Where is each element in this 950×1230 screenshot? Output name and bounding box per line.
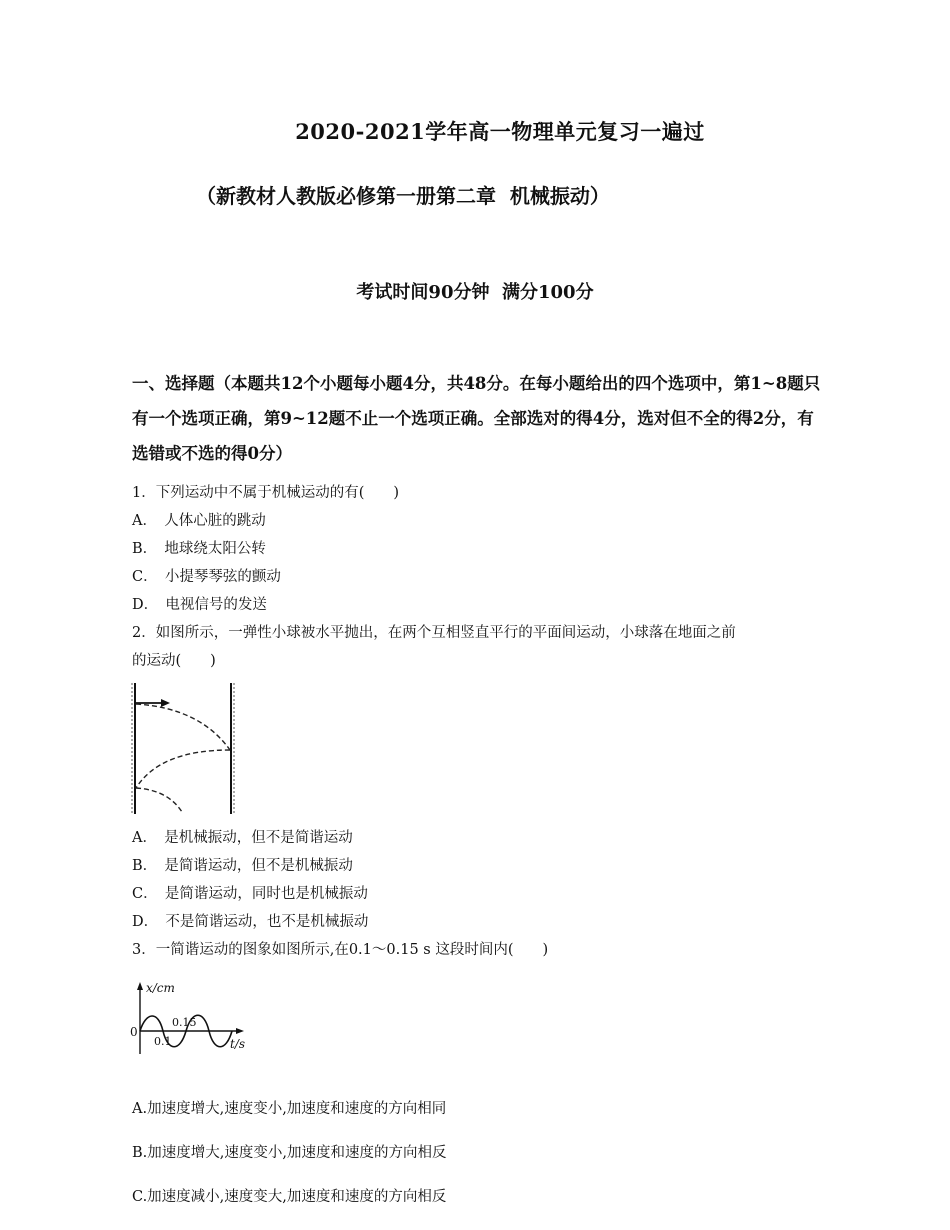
question-2-stem-line1: 2．如图所示，一弹性小球被水平抛出，在两个互相竖直平行的平面间运动，小球落在地面之前 (132, 625, 736, 641)
tick-label-0-15: 0.15 (172, 1016, 197, 1029)
question-1-option-b: B． 地球绕太阳公转 (132, 541, 266, 557)
bouncing-ball-figure (130, 680, 240, 816)
question-3-option-a: A.加速度增大,速度变小,加速度和速度的方向相同 (132, 1101, 447, 1117)
exam-info: 考试时间90分钟 满分100分 (356, 282, 594, 303)
question-3-option-b: B.加速度增大,速度变小,加速度和速度的方向相反 (132, 1145, 447, 1161)
origin-label: 0 (130, 1025, 138, 1039)
question-1-option-a: A． 人体心脏的跳动 (132, 513, 266, 529)
question-2-option-b: B． 是简谐运动，但不是机械振动 (132, 858, 353, 874)
shm-graph-figure (128, 980, 258, 1060)
question-2-stem-line2: 的运动( ) (132, 653, 216, 669)
question-2-option-a: A． 是机械振动，但不是简谐运动 (132, 830, 353, 846)
question-1-option-c: C． 小提琴琴弦的颤动 (132, 569, 281, 585)
tick-label-0-1: 0.1 (154, 1035, 172, 1048)
y-axis-label: x/cm (146, 981, 175, 995)
section-heading: 一、选择题（本题共12个小题每小题4分，共48分。在每小题给出的四个选项中，第1~8题只有一个选项正确，第9~12题不止一个选项正确。全部选对的得4分，选对但不全的得2分，有选错或不选的得0分） (132, 374, 821, 463)
question-3-option-c: C.加速度减小,速度变大,加速度和速度的方向相反 (132, 1189, 447, 1205)
exam-subtitle: （新教材人教版必修第一册第二章 机械振动） (196, 184, 610, 208)
question-1-stem: 1．下列运动中不属于机械运动的有( ) (132, 485, 400, 501)
question-2-option-d: D． 不是简谐运动，也不是机械振动 (132, 914, 369, 930)
question-1-option-d: D． 电视信号的发送 (132, 597, 267, 613)
x-axis-label: t/s (230, 1037, 246, 1051)
exam-title: 2020-2021学年高一物理单元复习一遍过 (295, 119, 705, 144)
question-3-stem: 3．一简谐运动的图象如图所示,在0.1～0.15 s 这段时间内( ) (132, 942, 549, 958)
question-2-option-c: C． 是简谐运动，同时也是机械振动 (132, 886, 368, 902)
